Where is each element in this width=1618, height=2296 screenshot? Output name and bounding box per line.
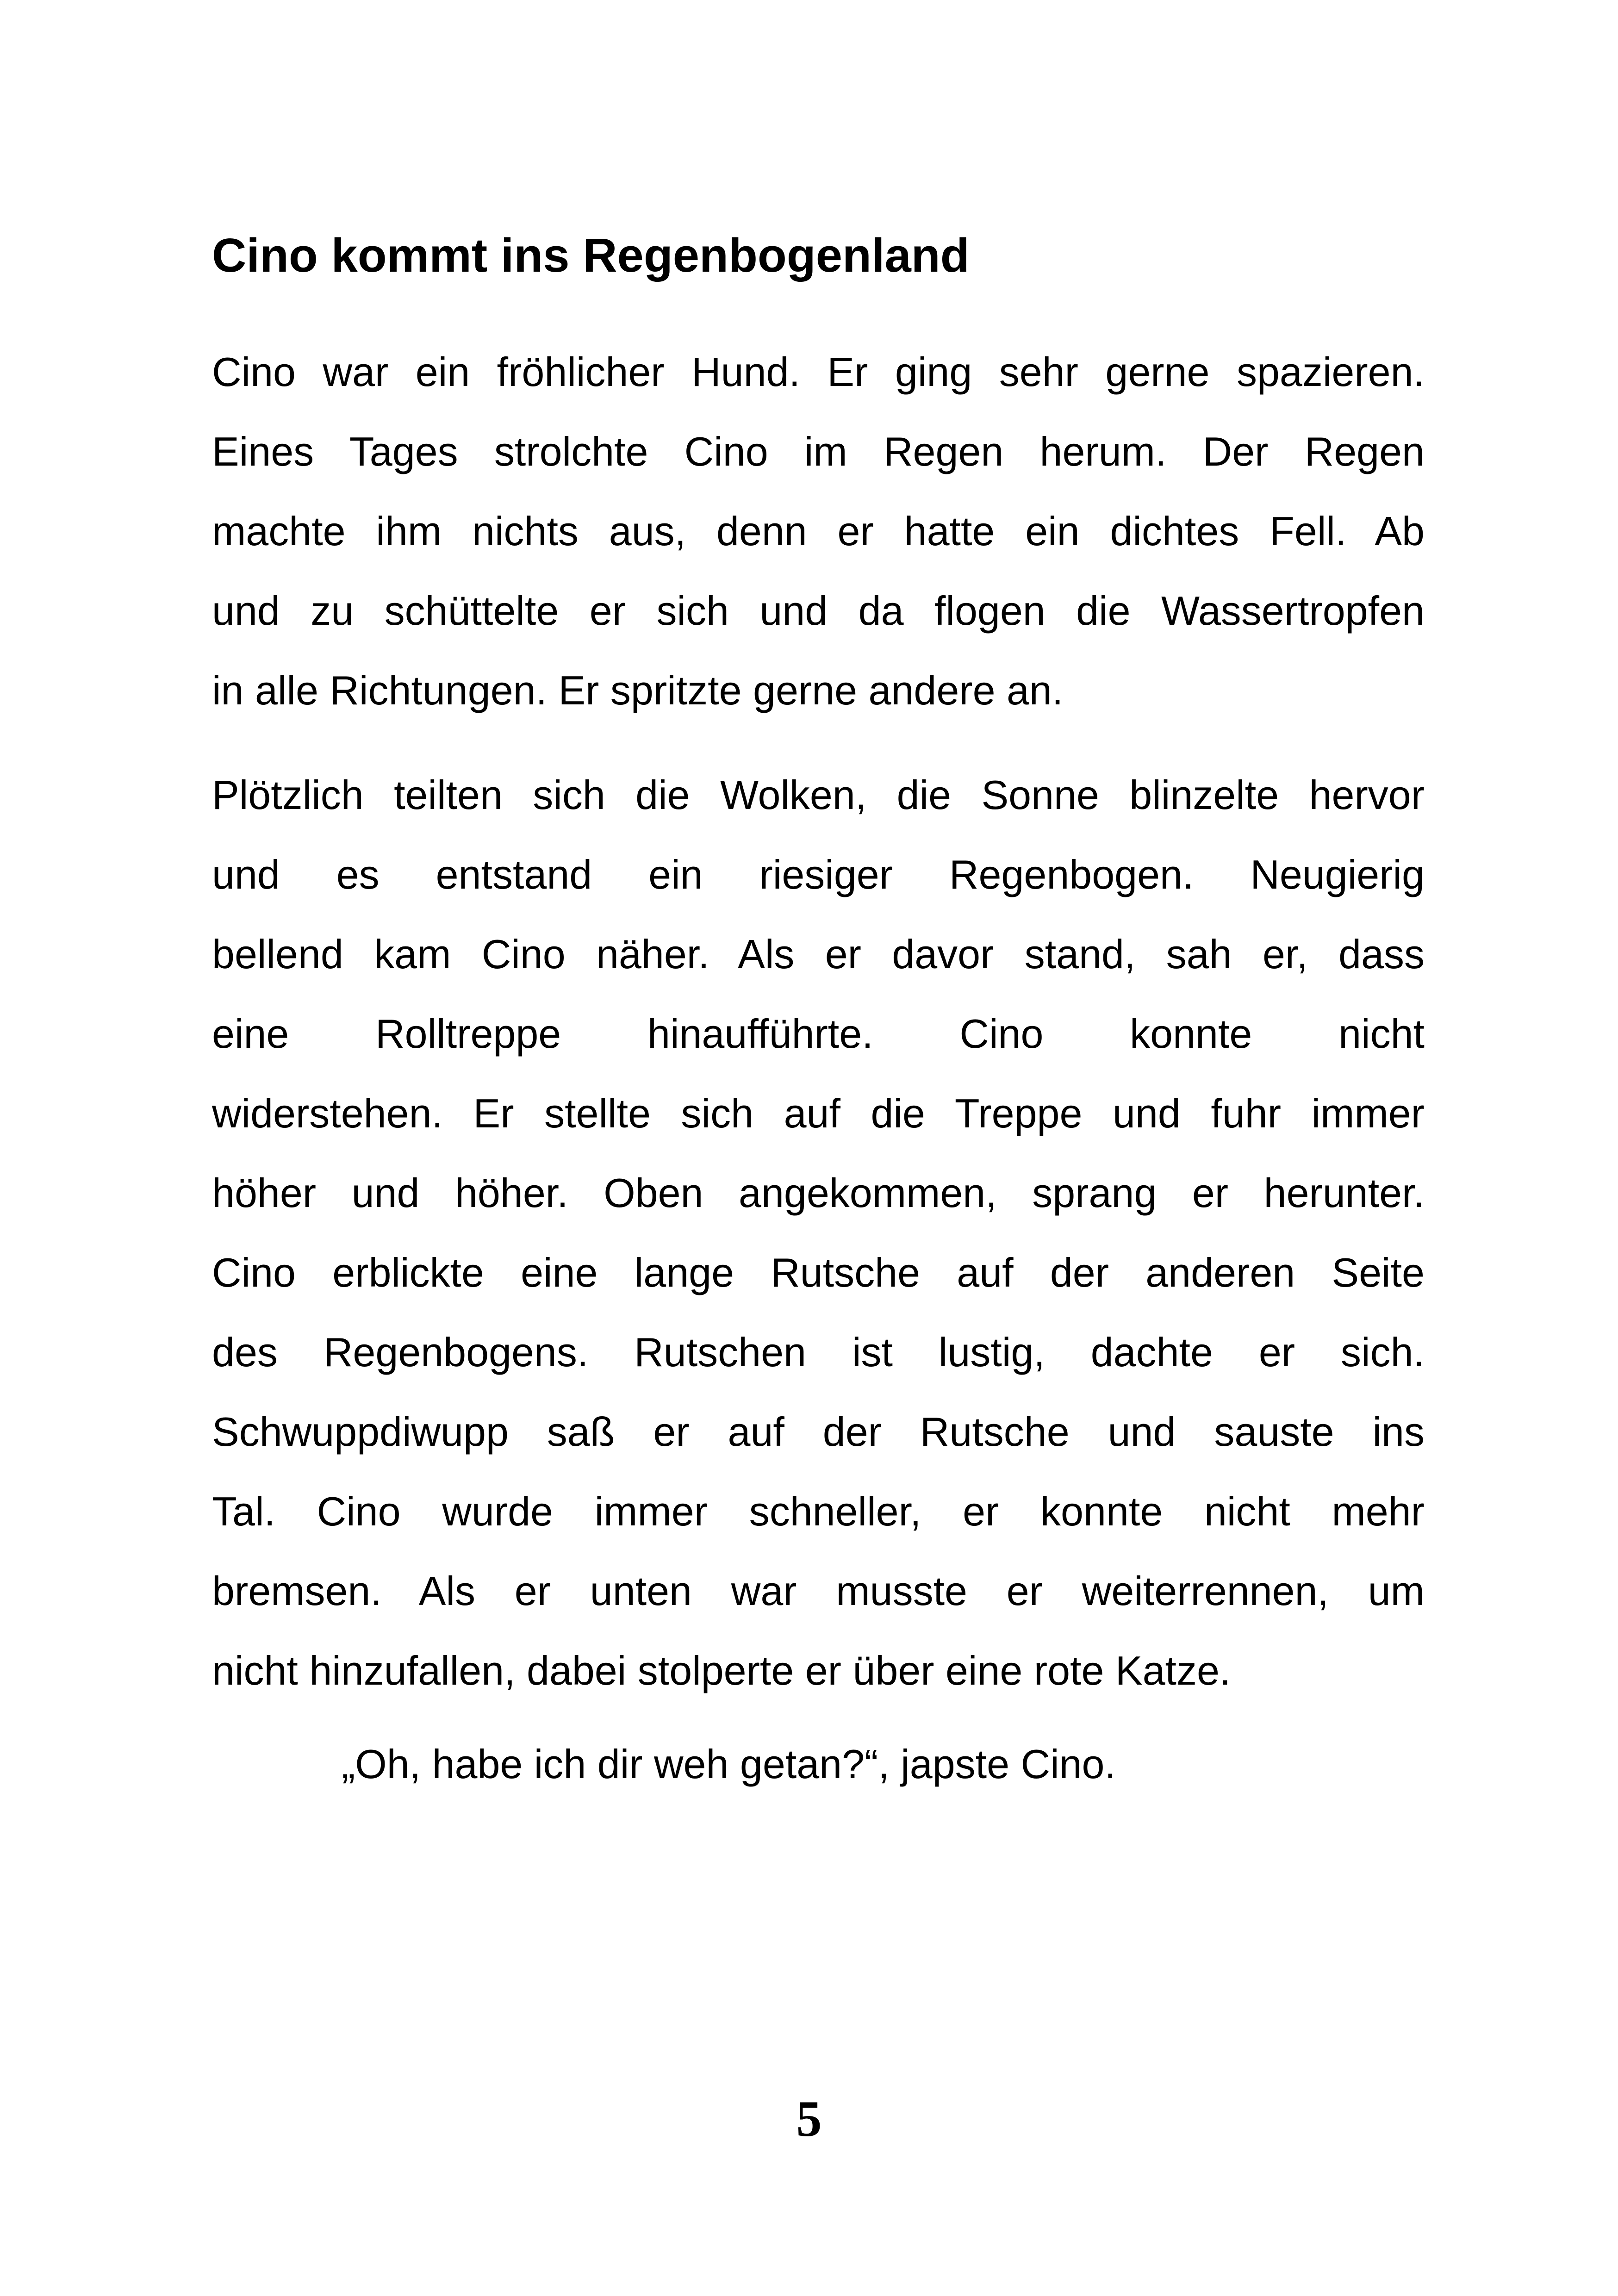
text-line: nicht hinzufallen, dabei stolperte er über eine rote Katze. (212, 1648, 1231, 1693)
text-line: höher und höher. Oben angekommen, sprang er herunter. (212, 1170, 1425, 1216)
text-line: bremsen. Als er unten war musste er weiterrennen, um (212, 1568, 1425, 1614)
paragraph-1 (212, 332, 1425, 730)
text-line: Tal. Cino wurde immer schneller, er konnte nicht mehr (212, 1488, 1425, 1534)
text-line: machte ihm nichts aus, denn er hatte ein dichtes Fell. Ab (212, 508, 1425, 554)
text-line: in alle Richtungen. Er spritzte gerne andere an. (212, 667, 1064, 713)
text-line: eine Rolltreppe hinaufführte. Cino konnte nicht (212, 1011, 1425, 1057)
text-line: und zu schüttelte er sich und da flogen die Wassertropfen (212, 588, 1425, 634)
text-line: Cino war ein fröhlicher Hund. Er ging sehr gerne spazieren. (212, 349, 1425, 395)
paragraph-2 (212, 755, 1425, 1711)
text-line: Cino erblickte eine lange Rutsche auf der anderen Seite (212, 1250, 1425, 1295)
text-line: Schwuppdiwupp saß er auf der Rutsche und sauste ins (212, 1409, 1425, 1455)
text-line: widerstehen. Er stellte sich auf die Treppe und fuhr immer (212, 1090, 1425, 1136)
text-line: Eines Tages strolchte Cino im Regen herum. Der Regen (212, 429, 1425, 474)
text-line: des Regenbogens. Rutschen ist lustig, dachte er sich. (212, 1329, 1425, 1375)
page-number: 5 (796, 2091, 822, 2147)
chapter-title: Cino kommt ins Regenbogenland (212, 229, 970, 282)
text-line: Plötzlich teilten sich die Wolken, die Sonne blinzelte hervor (212, 772, 1425, 818)
text-line: und es entstand ein riesiger Regenbogen. Neugierig (212, 852, 1425, 897)
paragraph-3-dialogue (342, 1724, 1434, 1804)
text-line: bellend kam Cino näher. Als er davor stand, sah er, dass (212, 931, 1425, 977)
text-line: „Oh, habe ich dir weh getan?“, japste Cino. (342, 1741, 1116, 1787)
